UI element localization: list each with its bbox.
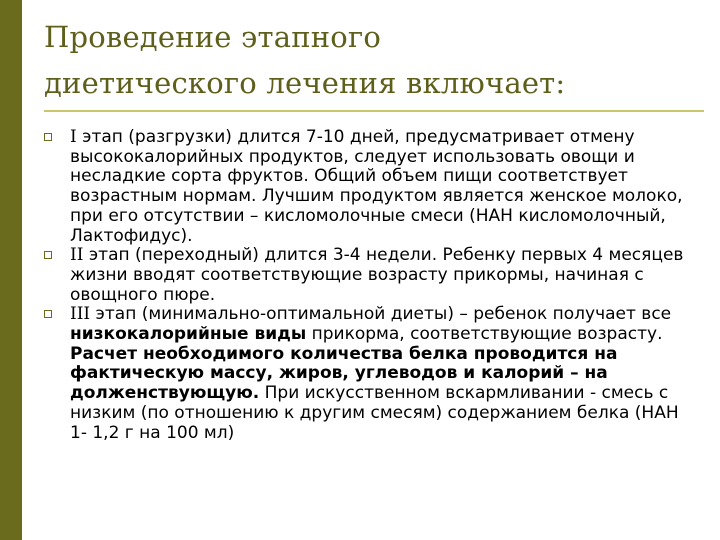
stage-number: III xyxy=(70,304,91,325)
square-bullet-icon xyxy=(44,133,52,141)
title-line-2: диетического лечения включает: xyxy=(44,66,566,100)
square-bullet-icon xyxy=(44,310,52,318)
title-divider xyxy=(44,110,704,112)
bold-text: низкокалорийные виды xyxy=(70,324,307,345)
accent-side-bar xyxy=(0,0,22,540)
bullet-list xyxy=(44,128,694,443)
list-item-stage-1 xyxy=(44,128,694,246)
item-text: При искусственном вскармливании - смесь с низким (по отношению к другим смесям) содержанием белка (НАН 1- 1,2 г на 100 мл) xyxy=(70,383,679,443)
list-item-stage-2 xyxy=(44,246,694,305)
list-item-stage-3 xyxy=(44,305,694,443)
item-text: прикорма, соответствующие возрасту. xyxy=(306,324,663,345)
item-text: этап (минимально-оптимальной диеты) – ребенок получает все xyxy=(90,304,672,325)
stage-number: I xyxy=(70,127,77,147)
item-text: этап (разгрузки) длится 7-10 дней, предусматривает отмену высококалорийных продуктов, следует использовать овощи и несладкие сорта фруктов. Общий объем пищи соответствует возрастным нормам. Лучшим продуктом является женское молоко, при его отсутствии – кисломолочные смеси (НАН кисломолочный, Лактофидус). xyxy=(70,127,683,246)
item-text: этап (переходный) длится 3-4 недели. Ребенку первых 4 месяцев жизни вводят соответствующие возрасту прикормы, начиная с овощного пюре. xyxy=(70,245,684,305)
title-line-1: Проведение этапного xyxy=(44,20,382,54)
bold-text: Расчет необходимого количества белка проводится на фактическую массу, жиров, углеводов и калорий – на долженствующую. xyxy=(70,343,618,404)
slide-title xyxy=(44,14,694,106)
stage-number: II xyxy=(70,245,84,266)
square-bullet-icon xyxy=(44,251,52,259)
